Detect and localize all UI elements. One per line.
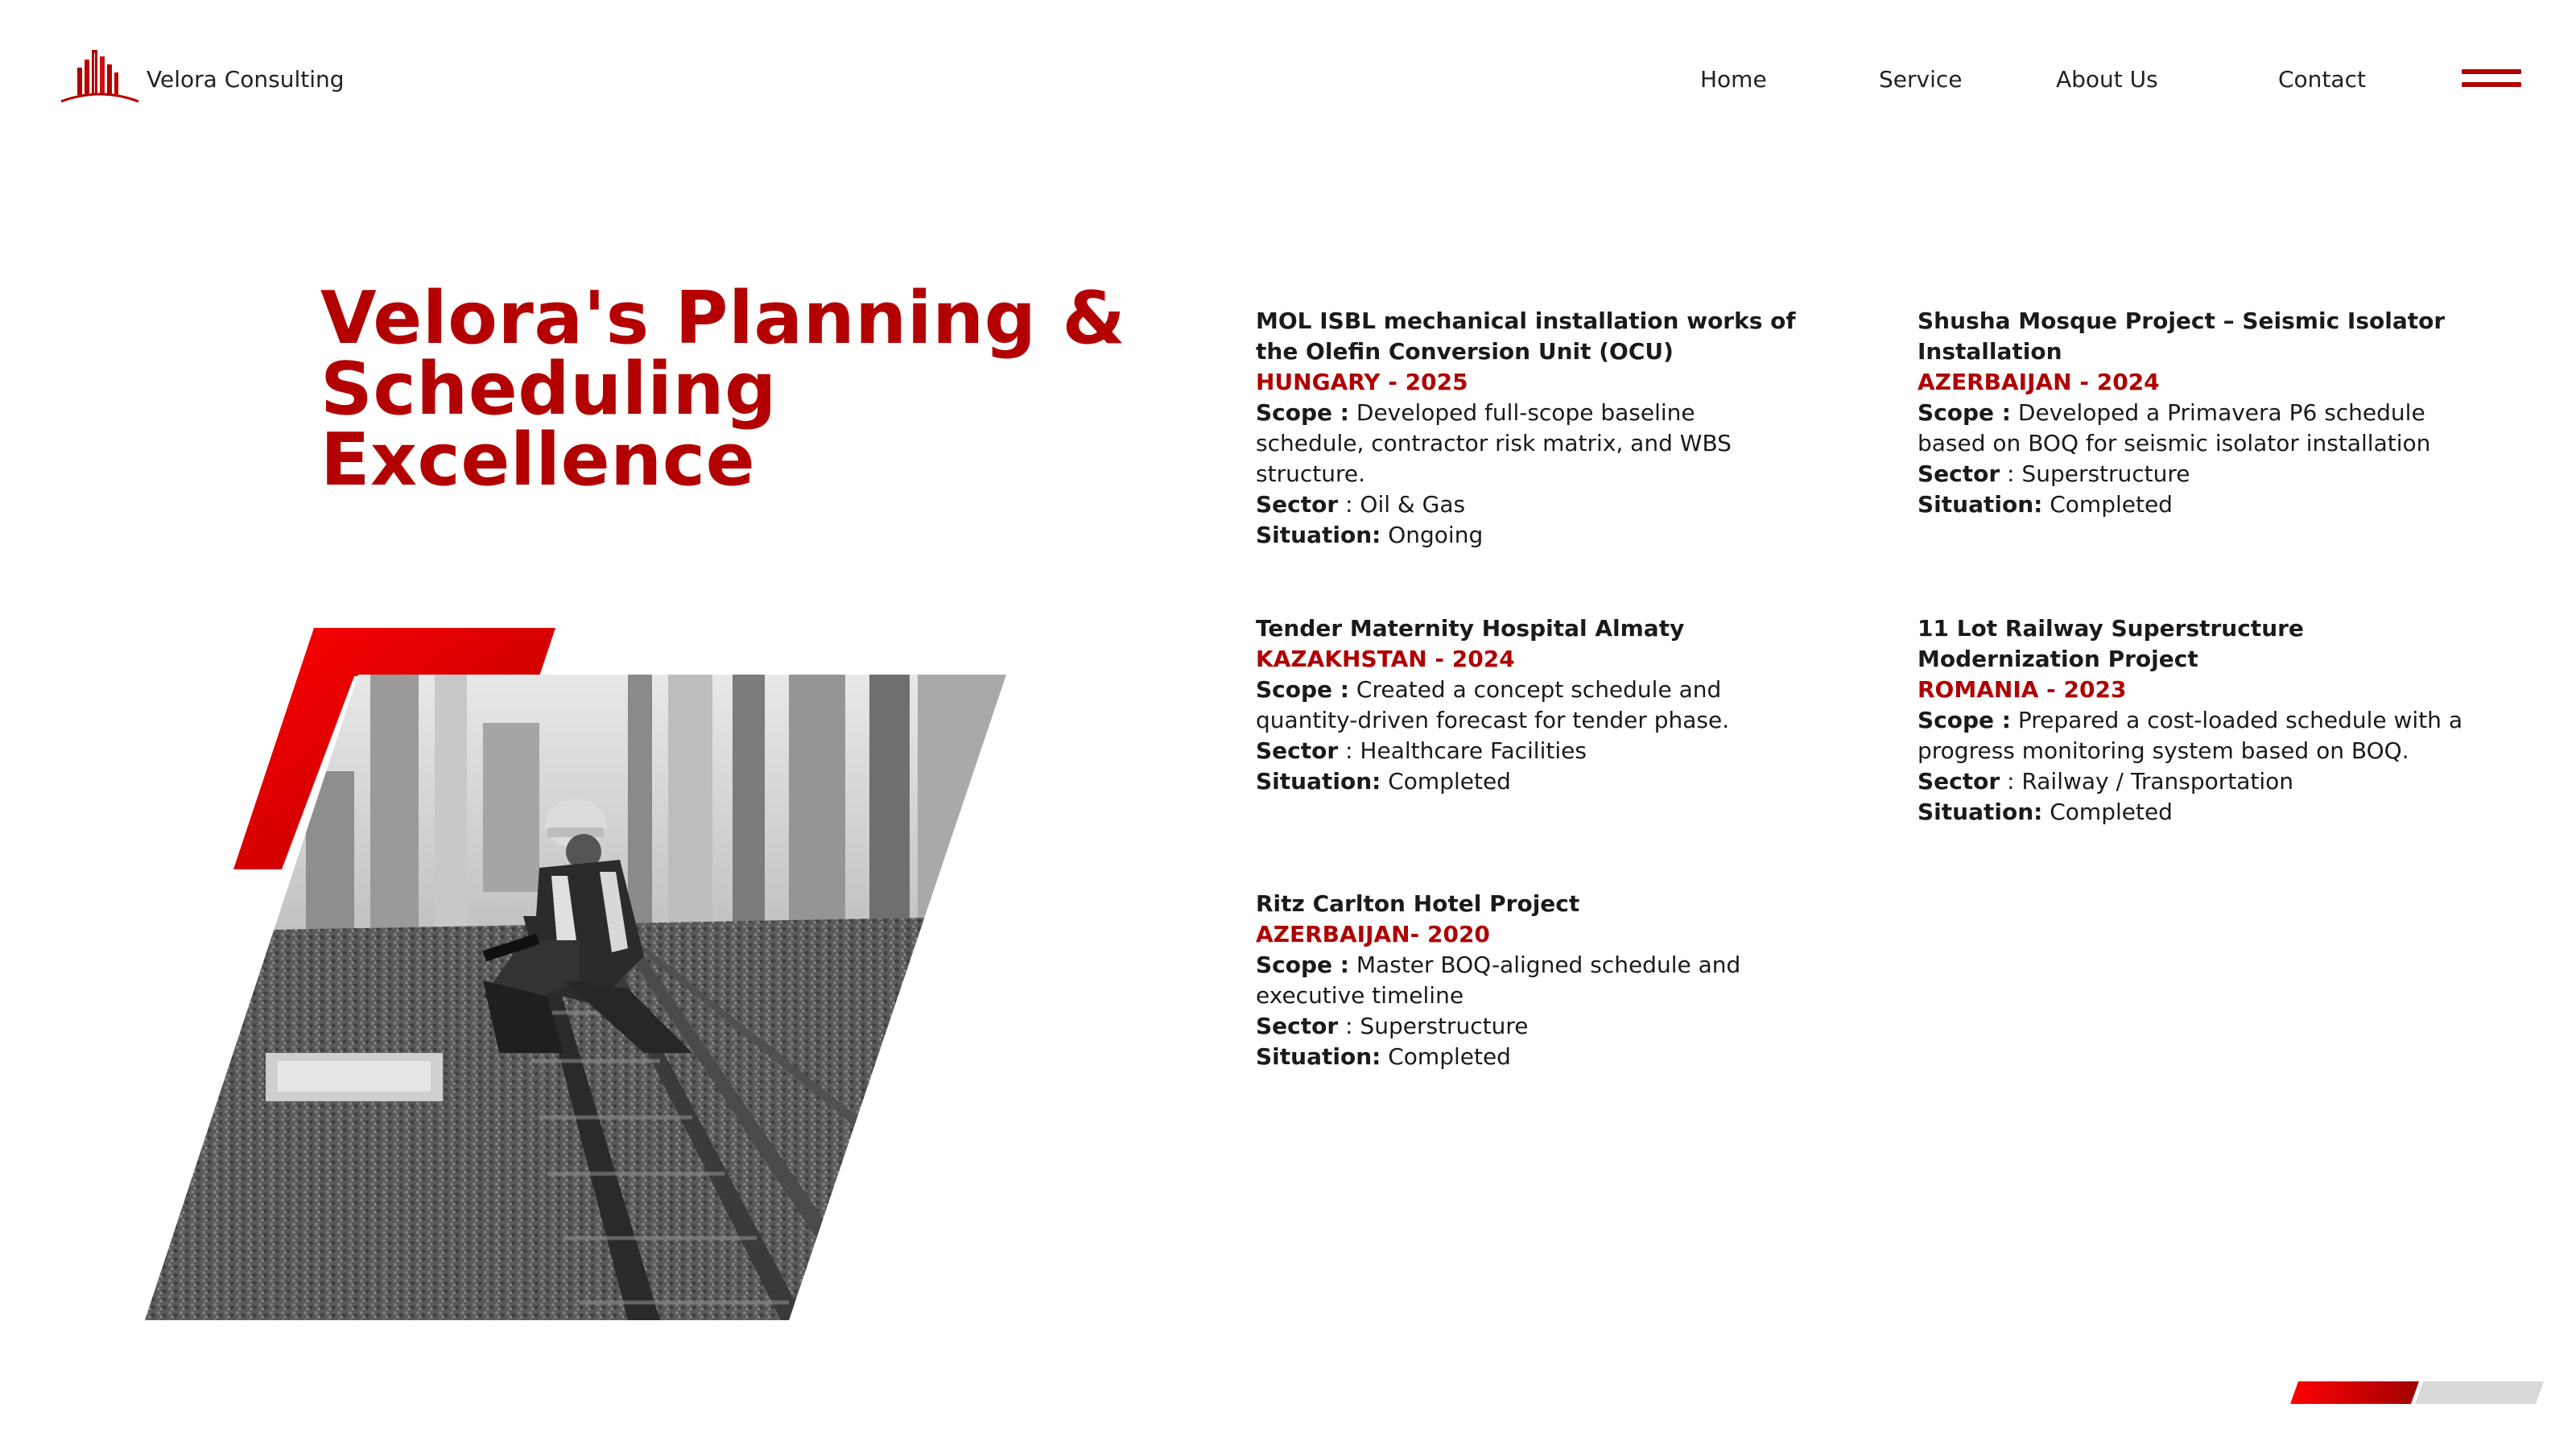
scope-text: Developed a Primavera P6 schedule based on BOQ for seismic isolator installation [1918,399,2431,456]
scope-text: Prepared a cost-loaded schedule with a progress monitoring system based on BOQ. [1918,707,2462,764]
situation-label: Situation: [1256,768,1381,795]
situation-label: Situation: [1256,522,1381,548]
scope-label: Scope : [1918,707,2011,733]
project-card [1918,306,2465,520]
project-situation [1256,766,1803,797]
situation-text: Completed [1388,768,1511,795]
brand-logo[interactable] [60,45,140,103]
situation-text: Completed [1388,1043,1511,1070]
project-title: 11 Lot Railway Superstructure Modernization Project [1918,615,2304,672]
sector-label: Sector [1256,1013,1339,1039]
nav-home[interactable]: Home [1700,66,1767,93]
project-sector: Sector : Railway / Transportation [1918,768,2294,795]
project-title: Tender Maternity Hospital Almaty [1256,615,1685,642]
project-location: AZERBAIJAN - 2024 [1918,369,2160,395]
project-scope [1918,705,2465,766]
situation-text: Completed [2050,491,2173,518]
project-title: Shusha Mosque Project – Seismic Isolator Installation [1918,308,2446,365]
situation-text: Completed [2050,799,2173,825]
project-sector: Sector : Superstructure [1918,460,2190,487]
hamburger-menu-icon[interactable] [2462,69,2521,90]
page-title [320,276,1158,502]
nav-contact[interactable]: Contact [2278,66,2366,93]
progress-segment-inactive [2415,1381,2544,1404]
project-card [1256,889,1803,1072]
project-title: MOL ISBL mechanical installation works of the Olefin Conversion Unit (OCU) [1256,308,1796,365]
situation-label: Situation: [1918,799,2043,825]
project-title: Ritz Carlton Hotel Project [1256,890,1580,917]
railway-worker-photo [145,675,1006,1320]
sector-label: Sector [1256,737,1339,764]
project-situation [1918,797,2465,828]
sector-label: Sector [1918,768,2000,795]
project-scope [1256,398,1803,489]
sector-label: Sector [1256,491,1339,518]
page-title-line-1: Velora's Planning & [320,276,1126,361]
scope-label: Scope : [1918,399,2011,426]
project-card [1918,613,2465,828]
scope-text: Created a concept schedule and quantity-driven forecast for tender phase. [1256,676,1730,733]
project-location: AZERBAIJAN- 2020 [1256,921,1490,947]
scope-label: Scope : [1256,676,1349,703]
project-sector: Sector : Healthcare Facilities [1256,737,1587,764]
scope-text: Developed full-scope baseline schedule, contractor risk matrix, and WBS structure. [1256,399,1732,487]
project-card [1256,306,1803,551]
situation-text: Ongoing [1388,522,1484,548]
scope-text: Master BOQ-aligned schedule and executive timeline [1256,952,1741,1009]
project-sector: Sector : Superstructure [1256,1013,1529,1039]
project-card [1256,613,1803,797]
project-sector: Sector : Oil & Gas [1256,491,1466,518]
sector-text: Superstructure [2021,460,2190,487]
page-title-line-2: Scheduling Excellence [320,347,777,502]
project-scope [1918,398,2465,459]
project-scope [1256,675,1803,736]
sector-text: Superstructure [1360,1013,1529,1039]
scope-label: Scope : [1256,399,1349,426]
sector-text: Railway / Transportation [2021,768,2294,795]
project-situation [1256,1042,1803,1072]
building-skyline-logo-icon [60,45,140,103]
project-scope [1256,950,1803,1011]
situation-label: Situation: [1256,1043,1381,1070]
nav-service[interactable]: Service [1879,66,1963,93]
project-situation [1918,489,2465,520]
project-location: HUNGARY - 2025 [1256,369,1468,395]
scope-label: Scope : [1256,952,1349,978]
sector-text: Healthcare Facilities [1360,737,1587,764]
nav-about-us[interactable]: About Us [2056,66,2158,93]
situation-label: Situation: [1918,491,2043,518]
project-situation [1256,520,1803,551]
slide-progress-indicator[interactable] [2290,1381,2544,1404]
sector-text: Oil & Gas [1360,491,1466,518]
brand-name[interactable]: Velora Consulting [147,66,345,93]
sector-label: Sector [1918,460,2000,487]
project-location: KAZAKHSTAN - 2024 [1256,646,1515,672]
progress-segment-active [2290,1381,2419,1404]
project-location: ROMANIA - 2023 [1918,676,2127,703]
